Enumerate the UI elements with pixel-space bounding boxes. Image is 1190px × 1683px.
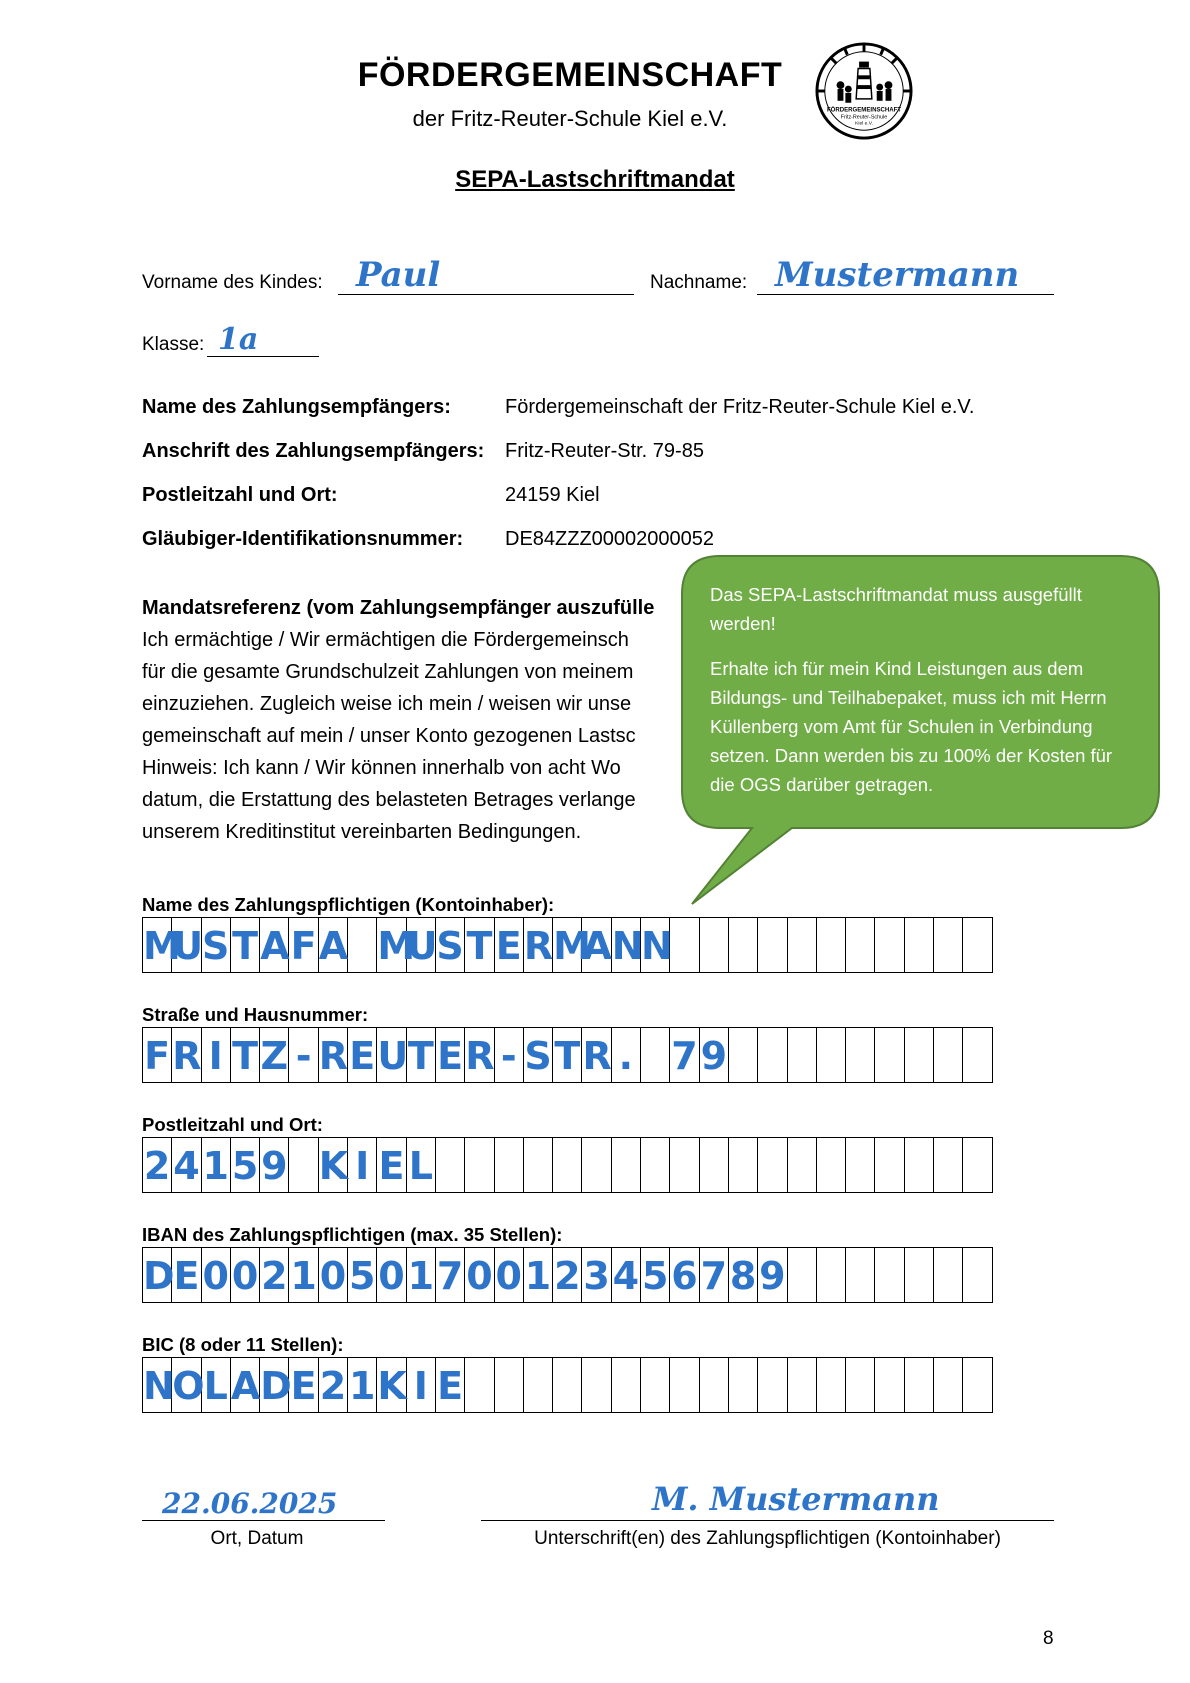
char-cell[interactable] bbox=[963, 1028, 992, 1082]
char-cell[interactable] bbox=[846, 1138, 875, 1192]
char-cell[interactable] bbox=[729, 1358, 758, 1412]
last-name-label: Nachname: bbox=[650, 272, 748, 293]
org-subtitle: der Fritz-Reuter-Schule Kiel e.V. bbox=[412, 106, 728, 131]
char-cell[interactable]: A bbox=[231, 1358, 260, 1412]
char-cell[interactable]: T bbox=[553, 1028, 582, 1082]
char-cell[interactable] bbox=[875, 1248, 904, 1302]
signature-line bbox=[481, 1520, 1054, 1521]
char-cell[interactable] bbox=[553, 1138, 582, 1192]
char-cell[interactable] bbox=[612, 1138, 641, 1192]
char-cell[interactable]: 6 bbox=[670, 1248, 699, 1302]
char-cell[interactable] bbox=[875, 1138, 904, 1192]
char-cell[interactable]: A bbox=[260, 918, 289, 972]
char-cell[interactable]: F bbox=[289, 918, 318, 972]
char-cell[interactable] bbox=[963, 1138, 992, 1192]
char-cell[interactable] bbox=[875, 918, 904, 972]
char-cell[interactable]: 7 bbox=[700, 1248, 729, 1302]
char-cell[interactable]: 7 bbox=[436, 1248, 465, 1302]
char-cell[interactable]: . bbox=[612, 1028, 641, 1082]
signature-caption: Unterschrift(en) des Zahlungspflichtigen (Kontoinhaber) bbox=[534, 1528, 1001, 1549]
org-title: FÖRDERGEMEINSCHAFT bbox=[357, 56, 783, 94]
char-cell[interactable] bbox=[817, 1358, 846, 1412]
iban-grid[interactable] bbox=[142, 1247, 993, 1303]
mandate-line: einzuziehen. Zugleich weise ich mein / weisen wir unse bbox=[142, 693, 632, 715]
char-cell[interactable]: K bbox=[319, 1138, 348, 1192]
char-cell[interactable]: O bbox=[172, 1358, 201, 1412]
first-name-value[interactable]: Paul bbox=[356, 255, 441, 295]
mandate-text bbox=[142, 592, 702, 848]
char-cell[interactable]: T bbox=[407, 1028, 436, 1082]
char-cell[interactable] bbox=[729, 918, 758, 972]
char-cell[interactable]: A bbox=[582, 918, 611, 972]
char-cell[interactable]: R bbox=[465, 1028, 494, 1082]
char-cell[interactable]: Z bbox=[260, 1028, 289, 1082]
char-cell[interactable]: 2 bbox=[260, 1248, 289, 1302]
char-cell[interactable]: M bbox=[377, 918, 406, 972]
char-cell[interactable]: I bbox=[407, 1358, 436, 1412]
creditor-id-value: DE84ZZZ00002000052 bbox=[505, 528, 715, 550]
char-cell[interactable]: 4 bbox=[612, 1248, 641, 1302]
school-logo bbox=[815, 42, 913, 140]
last-name-value[interactable]: Mustermann bbox=[775, 255, 1020, 295]
iban-label: IBAN des Zahlungspflichtigen (max. 35 Stellen): bbox=[142, 1224, 563, 1245]
char-cell[interactable] bbox=[641, 1138, 670, 1192]
payee-zip-label: Postleitzahl und Ort: bbox=[142, 484, 338, 506]
char-cell[interactable] bbox=[905, 1028, 934, 1082]
char-cell[interactable]: N bbox=[641, 918, 670, 972]
mandate-line: für die gesamte Grundschulzeit Zahlungen von meinem bbox=[142, 661, 634, 683]
char-cell[interactable] bbox=[788, 1248, 817, 1302]
char-cell[interactable]: 5 bbox=[348, 1248, 377, 1302]
char-cell[interactable] bbox=[934, 1138, 963, 1192]
payee-name-label: Name des Zahlungsempfängers: bbox=[142, 396, 451, 418]
char-cell[interactable]: R bbox=[582, 1028, 611, 1082]
char-cell[interactable]: S bbox=[524, 1028, 553, 1082]
char-cell[interactable] bbox=[788, 1028, 817, 1082]
page-number: 8 bbox=[1043, 1628, 1054, 1649]
logo-text-2: Fritz-Reuter-Schule bbox=[840, 114, 888, 121]
char-cell[interactable]: 2 bbox=[319, 1358, 348, 1412]
street-grid[interactable] bbox=[142, 1027, 993, 1083]
char-cell[interactable] bbox=[846, 918, 875, 972]
char-cell[interactable]: E bbox=[348, 1028, 377, 1082]
logo-text-1: FÖRDERGEMEINSCHAFT bbox=[826, 107, 902, 114]
char-cell[interactable]: 1 bbox=[524, 1248, 553, 1302]
account-holder-grid[interactable] bbox=[142, 917, 993, 973]
bic-grid[interactable] bbox=[142, 1357, 993, 1413]
payee-zip-value: 24159 Kiel bbox=[505, 484, 600, 506]
char-cell[interactable]: 3 bbox=[582, 1248, 611, 1302]
char-cell[interactable]: R bbox=[319, 1028, 348, 1082]
char-cell[interactable]: T bbox=[231, 1028, 260, 1082]
mandate-line: Hinweis: Ich kann / Wir können innerhalb von acht Wo bbox=[142, 757, 621, 779]
char-cell[interactable]: 0 bbox=[465, 1248, 494, 1302]
char-cell[interactable]: T bbox=[465, 918, 494, 972]
creditor-id-label: Gläubiger-Identifikationsnummer: bbox=[142, 528, 464, 550]
char-cell[interactable]: E bbox=[377, 1138, 406, 1192]
date-value[interactable]: 22.06.2025 bbox=[162, 1487, 338, 1520]
char-cell[interactable] bbox=[934, 918, 963, 972]
char-cell[interactable]: 0 bbox=[495, 1248, 524, 1302]
date-caption: Ort, Datum bbox=[210, 1528, 304, 1549]
char-cell[interactable]: U bbox=[407, 918, 436, 972]
char-cell[interactable]: 8 bbox=[729, 1248, 758, 1302]
char-cell[interactable]: U bbox=[172, 918, 201, 972]
street-label: Straße und Hausnummer: bbox=[142, 1004, 369, 1025]
char-cell[interactable]: 5 bbox=[231, 1138, 260, 1192]
char-cell[interactable] bbox=[846, 1358, 875, 1412]
char-cell[interactable] bbox=[612, 1358, 641, 1412]
char-cell[interactable] bbox=[524, 1138, 553, 1192]
document-title: SEPA-Lastschriftmandat bbox=[455, 166, 735, 193]
char-cell[interactable] bbox=[670, 918, 699, 972]
char-cell[interactable]: T bbox=[231, 918, 260, 972]
char-cell[interactable]: 7 bbox=[670, 1028, 699, 1082]
char-cell[interactable] bbox=[289, 1138, 318, 1192]
char-cell[interactable] bbox=[817, 1138, 846, 1192]
char-cell[interactable] bbox=[582, 1358, 611, 1412]
char-cell[interactable]: M bbox=[553, 918, 582, 972]
char-cell[interactable]: D bbox=[260, 1358, 289, 1412]
char-cell[interactable] bbox=[905, 1248, 934, 1302]
char-cell[interactable] bbox=[553, 1358, 582, 1412]
char-cell[interactable]: R bbox=[172, 1028, 201, 1082]
char-cell[interactable] bbox=[700, 1138, 729, 1192]
date-line bbox=[142, 1520, 385, 1521]
char-cell[interactable]: 5 bbox=[641, 1248, 670, 1302]
char-cell[interactable] bbox=[963, 1248, 992, 1302]
char-cell[interactable]: E bbox=[172, 1248, 201, 1302]
char-cell[interactable] bbox=[582, 1138, 611, 1192]
char-cell[interactable]: F bbox=[143, 1028, 172, 1082]
char-cell[interactable]: I bbox=[348, 1138, 377, 1192]
char-cell[interactable]: 0 bbox=[231, 1248, 260, 1302]
char-cell[interactable]: S bbox=[202, 918, 231, 972]
bic-label: BIC (8 oder 11 Stellen): bbox=[142, 1334, 344, 1355]
char-cell[interactable]: 2 bbox=[143, 1138, 172, 1192]
mandate-heading: Mandatsreferenz (vom Zahlungsempfänger auszufülle bbox=[142, 597, 655, 619]
char-cell[interactable] bbox=[905, 1358, 934, 1412]
char-cell[interactable] bbox=[758, 918, 787, 972]
char-cell[interactable] bbox=[905, 918, 934, 972]
char-cell[interactable] bbox=[788, 1358, 817, 1412]
char-cell[interactable] bbox=[700, 1358, 729, 1412]
callout-text bbox=[710, 580, 1140, 815]
char-cell[interactable]: - bbox=[289, 1028, 318, 1082]
char-cell[interactable] bbox=[934, 1248, 963, 1302]
char-cell[interactable]: I bbox=[202, 1028, 231, 1082]
char-cell[interactable]: 0 bbox=[319, 1248, 348, 1302]
char-cell[interactable]: N bbox=[612, 918, 641, 972]
char-cell[interactable] bbox=[846, 1028, 875, 1082]
char-cell[interactable] bbox=[758, 1138, 787, 1192]
char-cell[interactable]: L bbox=[407, 1138, 436, 1192]
char-cell[interactable]: 9 bbox=[758, 1248, 787, 1302]
mandate-line: unserem Kreditinstitut vereinbarten Bedingungen. bbox=[142, 821, 582, 843]
callout-paragraph-1: Das SEPA-Lastschriftmandat muss ausgefüllt werden! bbox=[710, 584, 1082, 634]
payee-address-label: Anschrift des Zahlungsempfängers: bbox=[142, 440, 485, 462]
char-cell[interactable] bbox=[963, 918, 992, 972]
char-cell[interactable]: - bbox=[495, 1028, 524, 1082]
char-cell[interactable]: E bbox=[436, 1358, 465, 1412]
char-cell[interactable] bbox=[641, 1028, 670, 1082]
char-cell[interactable]: D bbox=[143, 1248, 172, 1302]
char-cell[interactable] bbox=[465, 1358, 494, 1412]
char-cell[interactable] bbox=[729, 1028, 758, 1082]
char-cell[interactable]: N bbox=[143, 1358, 172, 1412]
zip-city-label: Postleitzahl und Ort: bbox=[142, 1114, 323, 1135]
char-cell[interactable]: 0 bbox=[202, 1248, 231, 1302]
signature-value[interactable]: M. Mustermann bbox=[652, 1480, 940, 1518]
callout-paragraph-2: Erhalte ich für mein Kind Leistungen aus dem Bildungs- und Teilhabepaket, muss ich mit Herrn Küllenberg vom Amt für Schulen in Verbindung setzen. Dann werden bis zu 100% der Kosten für die OGS darüber getragen. bbox=[710, 658, 1113, 795]
char-cell[interactable] bbox=[817, 1248, 846, 1302]
char-cell[interactable] bbox=[905, 1138, 934, 1192]
account-holder-label: Name des Zahlungspflichtigen (Kontoinhaber): bbox=[142, 894, 555, 915]
char-cell[interactable] bbox=[670, 1138, 699, 1192]
char-cell[interactable] bbox=[846, 1248, 875, 1302]
char-cell[interactable]: U bbox=[377, 1028, 406, 1082]
char-cell[interactable] bbox=[817, 1028, 846, 1082]
char-cell[interactable]: 1 bbox=[348, 1358, 377, 1412]
char-cell[interactable]: M bbox=[143, 918, 172, 972]
char-cell[interactable] bbox=[875, 1358, 904, 1412]
char-cell[interactable]: 9 bbox=[260, 1138, 289, 1192]
char-cell[interactable]: E bbox=[495, 918, 524, 972]
char-cell[interactable] bbox=[641, 1358, 670, 1412]
char-cell[interactable] bbox=[670, 1358, 699, 1412]
char-cell[interactable]: A bbox=[319, 918, 348, 972]
char-cell[interactable] bbox=[524, 1358, 553, 1412]
char-cell[interactable] bbox=[729, 1138, 758, 1192]
mandate-line: gemeinschaft auf mein / unser Konto gezogenen Lastsc bbox=[142, 725, 636, 747]
mandate-line: Ich ermächtige / Wir ermächtigen die Fördergemeinsch bbox=[142, 629, 629, 651]
char-cell[interactable] bbox=[934, 1028, 963, 1082]
char-cell[interactable] bbox=[495, 1358, 524, 1412]
char-cell[interactable]: 1 bbox=[202, 1138, 231, 1192]
char-cell[interactable] bbox=[436, 1138, 465, 1192]
char-cell[interactable]: L bbox=[202, 1358, 231, 1412]
char-cell[interactable] bbox=[817, 918, 846, 972]
char-cell[interactable] bbox=[875, 1028, 904, 1082]
payee-name-value: Fördergemeinschaft der Fritz-Reuter-Schule Kiel e.V. bbox=[505, 396, 975, 418]
first-name-label: Vorname des Kindes: bbox=[142, 272, 323, 293]
char-cell[interactable] bbox=[788, 1138, 817, 1192]
char-cell[interactable] bbox=[465, 1138, 494, 1192]
char-cell[interactable] bbox=[963, 1358, 992, 1412]
char-cell[interactable] bbox=[788, 918, 817, 972]
class-label: Klasse: bbox=[142, 334, 205, 355]
char-cell[interactable] bbox=[348, 918, 377, 972]
char-cell[interactable]: E bbox=[436, 1028, 465, 1082]
char-cell[interactable] bbox=[934, 1358, 963, 1412]
mandate-line: datum, die Erstattung des belasteten Betrages verlange bbox=[142, 789, 636, 811]
char-cell[interactable] bbox=[700, 918, 729, 972]
char-cell[interactable]: 2 bbox=[553, 1248, 582, 1302]
char-cell[interactable]: R bbox=[524, 918, 553, 972]
char-cell[interactable]: S bbox=[436, 918, 465, 972]
char-cell[interactable] bbox=[758, 1028, 787, 1082]
char-cell[interactable]: 4 bbox=[172, 1138, 201, 1192]
char-cell[interactable]: 0 bbox=[377, 1248, 406, 1302]
char-cell[interactable]: 1 bbox=[289, 1248, 318, 1302]
zip-city-grid[interactable] bbox=[142, 1137, 993, 1193]
class-value[interactable]: 1a bbox=[218, 322, 259, 357]
logo-text-3: Kiel e.V. bbox=[855, 121, 873, 127]
char-cell[interactable]: K bbox=[377, 1358, 406, 1412]
char-cell[interactable]: 1 bbox=[407, 1248, 436, 1302]
char-cell[interactable] bbox=[758, 1358, 787, 1412]
char-cell[interactable]: E bbox=[289, 1358, 318, 1412]
char-cell[interactable] bbox=[495, 1138, 524, 1192]
payee-address-value: Fritz-Reuter-Str. 79-85 bbox=[505, 440, 704, 462]
char-cell[interactable]: 9 bbox=[700, 1028, 729, 1082]
